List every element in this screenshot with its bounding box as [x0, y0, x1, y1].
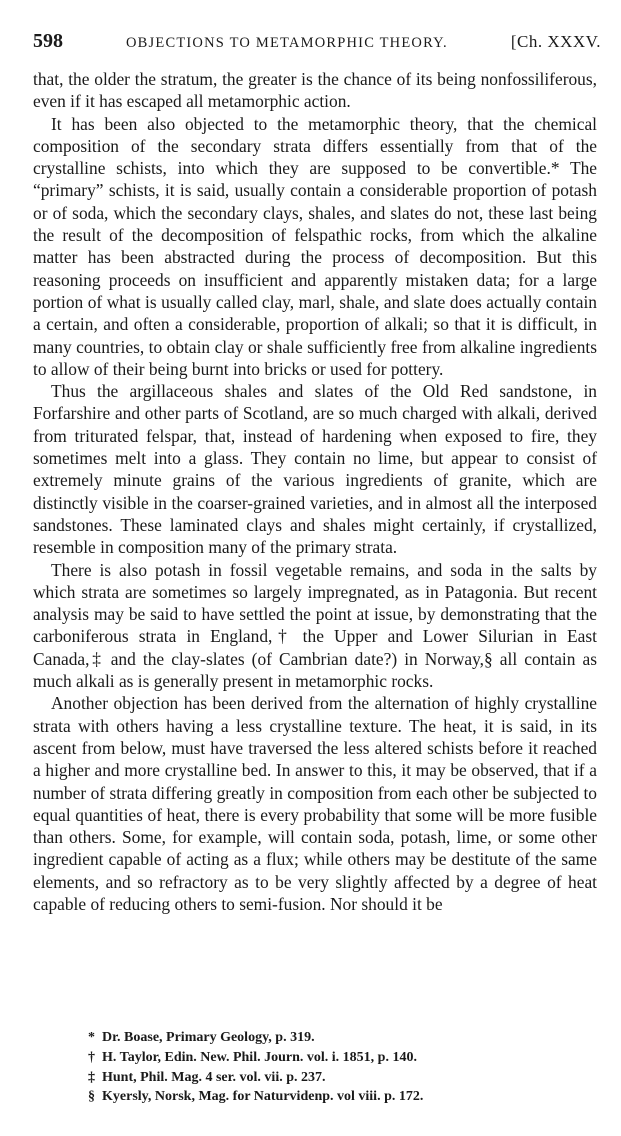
- footnote-text: Hunt, Phil. Mag. 4 ser. vol. vii. p. 237.: [102, 1069, 326, 1085]
- paragraph: There is also potash in fossil vegetable remains, and soda in the salts by which strata are sometimes so largely impregnated, as in Patagonia. But recent analysis may be said to have settled the point at issue, by demonstrating that the carboniferous strata in England,† the Upper and Lower Silurian in East Canada,‡ and the clay-slates (of Cambrian date?) in Norway,§ all contain as much alkali as is generally present in metamorphic rocks.: [33, 559, 597, 692]
- footnote-text: Dr. Boase, Primary Geology, p. 319.: [102, 1030, 315, 1045]
- running-header: [33, 30, 601, 53]
- footnote-mark: §: [88, 1089, 95, 1105]
- footnote: [88, 1087, 568, 1107]
- body-text: [33, 68, 597, 915]
- running-title: OBJECTIONS TO METAMORPHIC THEORY.: [126, 35, 448, 51]
- footnote: [88, 1068, 568, 1088]
- footnote: [88, 1048, 568, 1068]
- page-number: 598: [33, 30, 63, 52]
- footnote-mark: *: [88, 1030, 95, 1045]
- footnote-text: Kyersly, Norsk, Mag. for Naturvidenp. vol viii. p. 172.: [102, 1089, 424, 1105]
- paragraph: Thus the argillaceous shales and slates of the Old Red sandstone, in Forfarshire and other parts of Scotland, are so much charged with alkali, derived from triturated felspar, that, instead of hardening when exposed to fire, they sometimes melt into a glass. They contain no lime, but appear to consist of extremely minute grains of the various ingredients of granite, which are distinctly visible in the coarser-grained varieties, and in almost all the interposed sandstones. These laminated clays and shales might certainly, if crystallized, resemble in composition many of the primary strata.: [33, 381, 597, 558]
- footnote-mark: †: [88, 1049, 95, 1065]
- footnotes: [88, 1028, 568, 1107]
- paragraph: that, the older the stratum, the greater is the chance of its being nonfossiliferous, even if it has escaped all metamorphic action.: [33, 69, 597, 112]
- footnote: [88, 1028, 568, 1048]
- footnote-mark: ‡: [88, 1069, 95, 1085]
- paragraph: Another objection has been derived from the alternation of highly crystalline strata with others having a less crystalline texture. The heat, it is said, in its ascent from below, must have traversed the less altered schists before it reached a higher and more crystalline bed. In answer to this, it may be observed, that if a number of strata differing greatly in composition from each other be subjected to equal quantities of heat, there is every probability that some will be more fusible than others. Some, for example, will contain soda, potash, lime, or some other ingredient capable of acting as a flux; while others may be destitute of the same elements, and so refractory as to be very slightly affected by a degree of heat capable of reducing others to semi-fusion. Nor should it be: [33, 693, 597, 914]
- footnote-text: H. Taylor, Edin. New. Phil. Journ. vol. i. 1851, p. 140.: [102, 1049, 417, 1065]
- paragraph: It has been also objected to the metamorphic theory, that the chemical composition of the secondary strata differs essentially from that of the crystalline schists, into which they are supposed to be convertible.* The “primary” schists, it is said, usually contain a considerable proportion of potash or of soda, which the secondary clays, shales, and slates do not, these last being the result of the decomposition of felspathic rocks, from which the alkaline matter has been abstracted during the process of decomposition. But this reasoning proceeds on insufficient and apparently mistaken data; for a large portion of what is usually called clay, marl, shale, and slate does actually contain a certain, and often a considerable, proportion of alkali; so that it is difficult, in many countries, to obtain clay or shale sufficiently free from alkaline ingredients to allow of their being burnt into bricks or used for pottery.: [33, 113, 597, 379]
- chapter-label: [Ch. XXXV.: [510, 32, 601, 51]
